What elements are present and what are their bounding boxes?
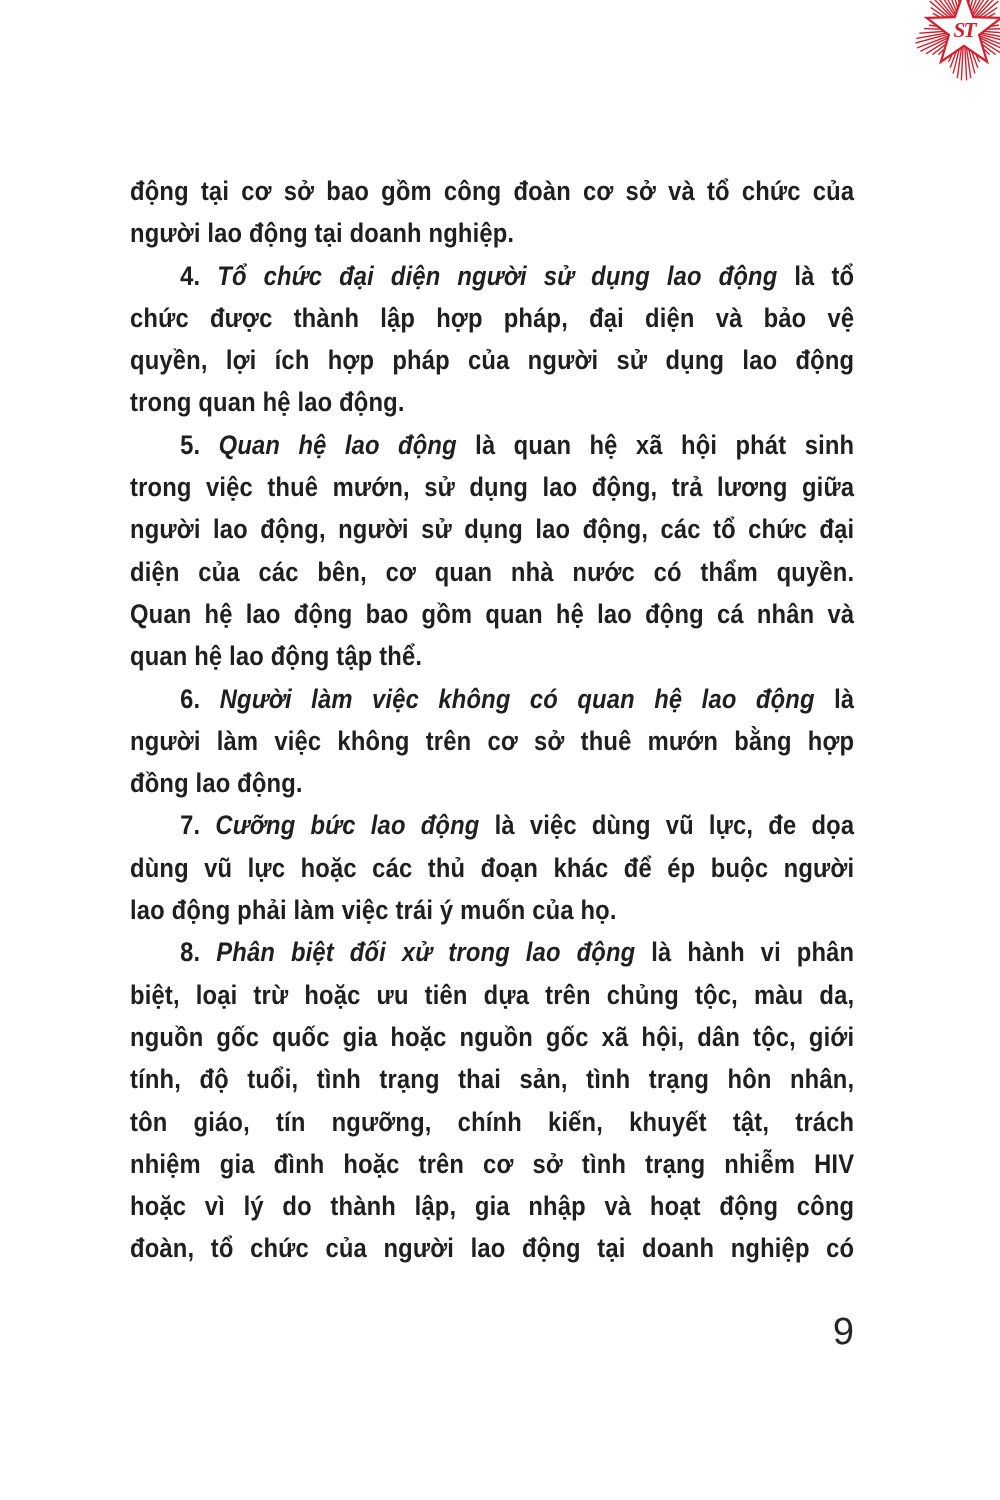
text-run: người lao động, người sử dụng lao động, các tổ chức đại <box>130 514 855 545</box>
text-run: diện của các bên, cơ quan nhà nước có thẩm quyền. <box>130 556 855 587</box>
text-line <box>130 381 854 423</box>
text-run: trong việc thuê mướn, sử dụng lao động, trả lương giữa <box>130 472 855 503</box>
text-run: 8. <box>180 937 217 968</box>
text-line <box>130 1227 854 1269</box>
publisher-emblem-icon <box>908 0 1000 86</box>
text-run: nguồn gốc quốc gia hoặc nguồn gốc xã hội, dân tộc, giới <box>130 1021 855 1052</box>
text-line <box>130 424 854 466</box>
text-line <box>130 1016 854 1058</box>
text-line <box>130 1101 854 1143</box>
text-run: đoàn, tổ chức của người lao động tại doanh nghiệp có <box>130 1233 855 1264</box>
text-line <box>130 720 854 762</box>
text-line <box>130 508 854 550</box>
text-line <box>130 339 854 381</box>
text-run: tôn giáo, tín ngưỡng, chính kiến, khuyết tật, trách <box>130 1106 855 1137</box>
emblem-monogram: ST <box>953 18 975 42</box>
text-run: quan hệ lao động tập thể. <box>130 641 423 672</box>
text-line <box>130 847 854 889</box>
text-line <box>130 593 854 635</box>
text-run: lao động phải làm việc trái ý muốn của họ. <box>130 895 617 926</box>
defined-term: Người làm việc không có quan hệ lao động <box>219 683 815 714</box>
defined-term: Phân biệt đối xử trong lao động <box>216 937 636 968</box>
text-line <box>130 297 854 339</box>
text-line <box>130 804 854 846</box>
text-run: dùng vũ lực hoặc các thủ đoạn khác để ép buộc người <box>130 852 855 883</box>
text-run: biệt, loại trừ hoặc ưu tiên dựa trên chủng tộc, màu da, <box>130 979 855 1010</box>
text-line <box>130 255 854 297</box>
text-run: là việc dùng vũ lực, đe dọa <box>479 810 855 841</box>
text-line <box>130 678 854 720</box>
body-text <box>130 170 854 1270</box>
text-line <box>130 1143 854 1185</box>
text-run: là quan hệ xã hội phát sinh <box>456 429 855 460</box>
text-line <box>130 635 854 677</box>
text-line <box>130 212 854 254</box>
text-run: tính, độ tuổi, tình trạng thai sản, tình trạng hôn nhân, <box>130 1064 855 1095</box>
text-run: 4. <box>180 260 218 291</box>
text-run: 5. <box>180 429 219 460</box>
text-run: trong quan hệ lao động. <box>130 387 405 418</box>
text-line <box>130 170 854 212</box>
text-run: là <box>814 683 855 714</box>
text-run: động tại cơ sở bao gồm công đoàn cơ sở và tổ chức của <box>130 176 855 206</box>
defined-term: Tổ chức đại diện người sử dụng lao động <box>217 260 778 291</box>
text-run: chức được thành lập hợp pháp, đại diện và bảo vệ <box>130 302 855 333</box>
text-line <box>130 466 854 508</box>
text-run: là hành vi phân <box>635 937 855 968</box>
text-run: người lao động tại doanh nghiệp. <box>130 218 515 249</box>
text-line <box>130 551 854 593</box>
text-line <box>130 1185 854 1227</box>
text-run: 7. <box>180 810 216 841</box>
text-line <box>130 762 854 804</box>
text-run: là tổ <box>777 260 855 291</box>
text-run: nhiệm gia đình hoặc trên cơ sở tình trạng nhiễm HIV <box>130 1148 855 1179</box>
text-line <box>130 931 854 973</box>
defined-term: Quan hệ lao động <box>218 429 457 460</box>
text-run: đồng lao động. <box>130 768 303 799</box>
text-run: 6. <box>180 683 220 714</box>
text-run: quyền, lợi ích hợp pháp của người sử dụng lao động <box>130 345 855 376</box>
text-run: người làm việc không trên cơ sở thuê mướn bằng hợp <box>130 725 855 756</box>
text-run: Quan hệ lao động bao gồm quan hệ lao động cá nhân và <box>130 598 855 629</box>
defined-term: Cưỡng bức lao động <box>215 810 480 841</box>
text-run: hoặc vì lý do thành lập, gia nhập và hoạt động công <box>130 1191 855 1222</box>
text-line <box>130 1058 854 1100</box>
page-number: 9 <box>832 1311 854 1353</box>
text-line <box>130 974 854 1016</box>
text-line <box>130 889 854 931</box>
